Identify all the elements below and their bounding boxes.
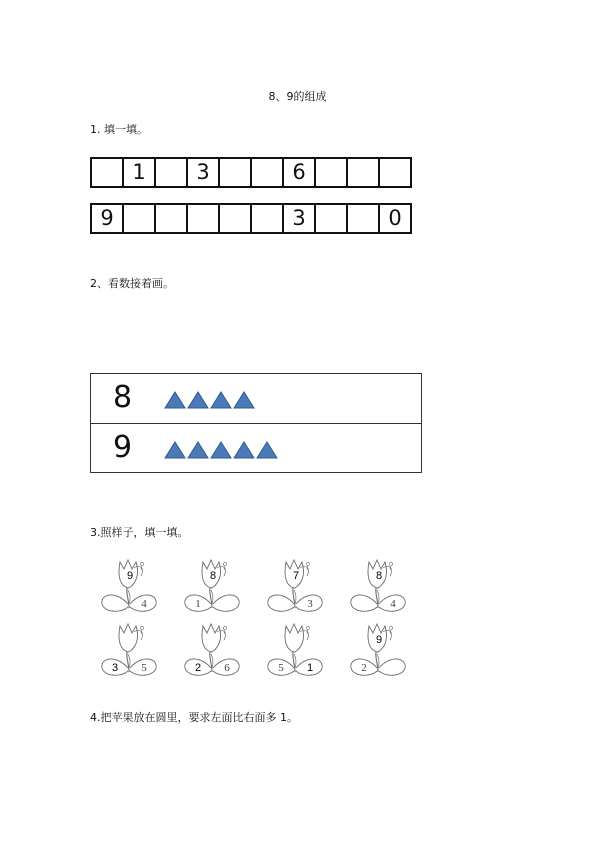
flower-top-number: 7	[292, 570, 300, 582]
triangle-shape	[234, 442, 254, 458]
triangle-shape	[188, 392, 208, 408]
grid-cell[interactable]	[91, 158, 123, 187]
flower-left-number: 2	[361, 662, 367, 674]
flower-4	[351, 560, 405, 611]
triangle-shape	[211, 392, 231, 408]
grid-cell[interactable]: 3	[283, 204, 315, 233]
question-2-label: 2、看数接着画。	[90, 277, 174, 290]
grid-cell[interactable]	[155, 204, 187, 233]
grid-cell[interactable]: 9	[91, 204, 123, 233]
flower-exercises	[98, 558, 418, 683]
flower-7	[268, 624, 322, 675]
flower-top-number: 8	[375, 570, 383, 582]
flower-left-number: 1	[195, 598, 201, 610]
flower-right-number: 5	[141, 662, 147, 674]
triangle-shape	[188, 442, 208, 458]
row-number: 8	[113, 380, 133, 415]
grid-cell[interactable]: 1	[123, 158, 155, 187]
flower-1	[102, 560, 156, 611]
flower-top-number: 8	[209, 570, 217, 582]
grid-cell[interactable]	[315, 158, 347, 187]
grid-cell[interactable]	[347, 204, 379, 233]
flower-right-number: 4	[141, 598, 147, 610]
flower-5	[102, 624, 156, 675]
flower-right-number: 3	[307, 598, 313, 610]
number-grid-row-2	[90, 203, 412, 234]
grid-cell[interactable]	[315, 204, 347, 233]
drawing-box	[90, 373, 422, 473]
triangle-shape	[257, 442, 277, 458]
grid-cell[interactable]	[379, 158, 411, 187]
grid-cell[interactable]	[219, 158, 251, 187]
flower-left-number: 5	[278, 662, 284, 674]
number-grid-row-1	[90, 157, 412, 188]
grid-cell[interactable]	[347, 158, 379, 187]
flower-left-number: 2	[194, 662, 202, 674]
row-number: 9	[113, 430, 133, 465]
flower-top-number: 9	[126, 570, 134, 582]
flower-right-number: 4	[390, 598, 396, 610]
grid-cell[interactable]	[219, 204, 251, 233]
grid-cell[interactable]: 0	[379, 204, 411, 233]
drawing-row-8[interactable]	[91, 374, 421, 423]
flower-left-number: 3	[111, 662, 119, 674]
flower-right-number: 1	[306, 662, 314, 674]
flower-6	[185, 624, 239, 675]
flower-8	[351, 624, 405, 675]
grid-cell[interactable]: 6	[283, 158, 315, 187]
triangle-shape	[234, 392, 254, 408]
grid-cell[interactable]	[123, 204, 155, 233]
flower-top-number: 9	[375, 634, 383, 646]
grid-cell[interactable]	[155, 158, 187, 187]
question-4-label: 4.把苹果放在圆里，要求左面比右面多 1。	[90, 711, 298, 724]
question-3-label: 3.照样子，填一填。	[90, 526, 189, 539]
flower-3	[268, 560, 322, 611]
triangle-shape	[165, 392, 185, 408]
grid-cell[interactable]	[251, 204, 283, 233]
flower-2	[185, 560, 239, 611]
drawing-row-9[interactable]	[91, 423, 421, 473]
flower-right-number: 6	[224, 662, 230, 674]
grid-cell[interactable]	[251, 158, 283, 187]
grid-cell[interactable]: 3	[187, 158, 219, 187]
triangle-group	[164, 390, 344, 410]
triangle-shape	[211, 442, 231, 458]
triangle-shape	[165, 442, 185, 458]
page-title: 8、9的组成	[268, 90, 327, 103]
question-1-label: 1. 填一填。	[90, 123, 148, 136]
grid-cell[interactable]	[187, 204, 219, 233]
triangle-group	[164, 440, 344, 460]
